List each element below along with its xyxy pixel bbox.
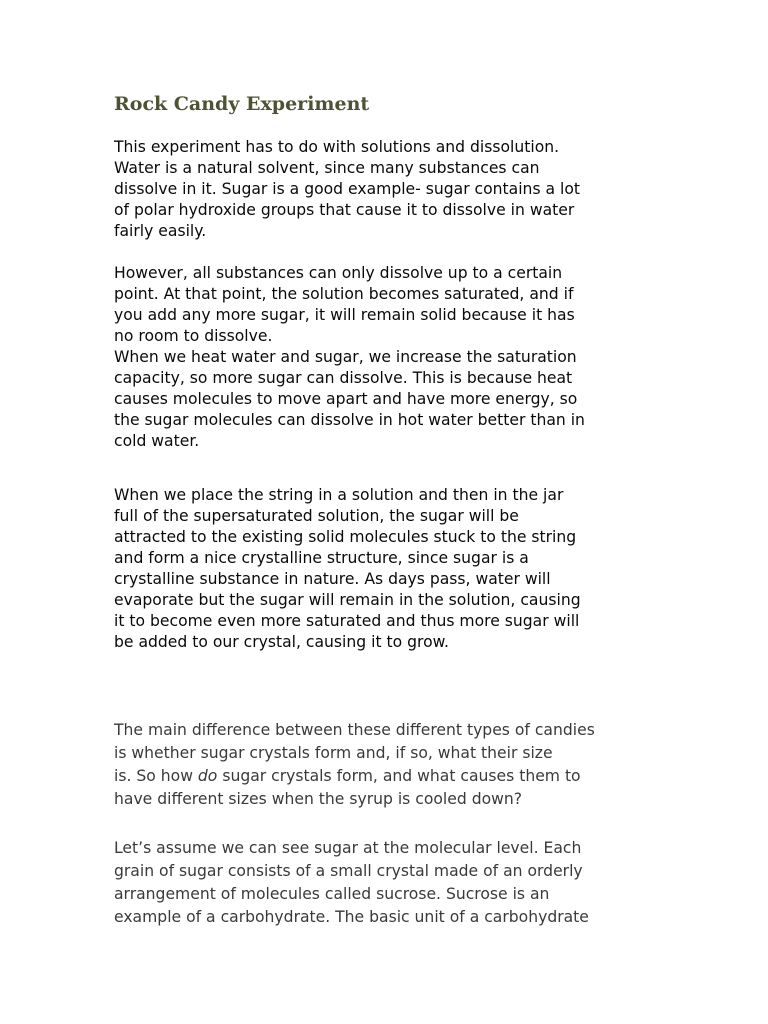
document-title: Rock Candy Experiment bbox=[114, 93, 370, 115]
paragraph-molecular-level: Let’s assume we can see sugar at the molecular level. Each grain of sugar consists of a small crystal made of an orderly arrangement of molecules called sucrose. Sucrose is an example of a carbohydrate. The basic unit of a carbohydrate bbox=[114, 839, 589, 926]
paragraph-candy-types-part-2: sugar crystals form, and what causes them to have different sizes when the syrup is cooled down? bbox=[114, 767, 581, 808]
paragraph-candy-types bbox=[114, 719, 674, 811]
paragraph-heating: When we heat water and sugar, we increase the saturation capacity, so more sugar can dissolve. This is because heat causes molecules to move apart and have more energy, so the sugar molecules can dissolve in hot water better than in cold water. bbox=[114, 348, 585, 450]
emphasis-do: do bbox=[197, 767, 218, 785]
paragraph-crystal-growth: When we place the string in a solution and then in the jar full of the supersaturated solution, the sugar will be attracted to the existing solid molecules stuck to the string and form a nice crystalline structure, since sugar is a crystalline substance in nature. As days pass, water will evaporate but the sugar will remain in the solution, causing it to become even more saturated and thus more sugar will be added to our crystal, causing it to grow. bbox=[114, 486, 581, 651]
paragraph-solutions-intro: This experiment has to do with solutions and dissolution. Water is a natural solvent, since many substances can dissolve in it. Sugar is a good example- sugar contains a lot of polar hydroxide groups that cause it to dissolve in water fairly easily. bbox=[114, 138, 581, 240]
paragraph-candy-types-part-1: The main difference between these different types of candies is whether sugar crystals form and, if so, what their size is. So how bbox=[114, 721, 595, 785]
paragraph-saturation: However, all substances can only dissolve up to a certain point. At that point, the solution becomes saturated, and if you add any more sugar, it will remain solid because it has no room to dissolve. bbox=[114, 264, 575, 345]
